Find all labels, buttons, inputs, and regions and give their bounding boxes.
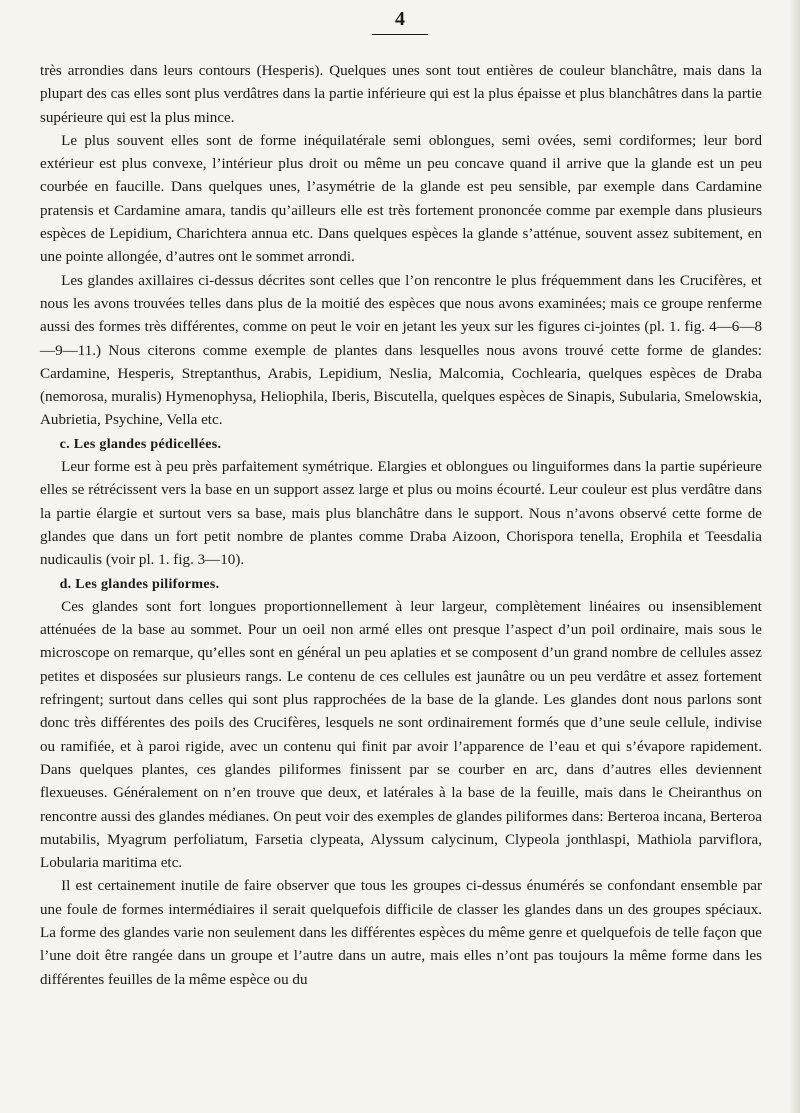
paragraph-6: Il est certainement inutile de faire observer que tous les groupes ci-dessus énumérés se confondant ensemble par une foule de formes intermédiaires il serait quelquefois difficile de classer les glandes dans un des groupes spéciaux. La forme des glandes varie non seulement dans les différentes espèces du même genre et quelquefois de telle façon que l’une doit être rangée dans un groupe et l’autre dans un autre, mais elles n’ont pas toujours la même forme dans les différentes feuilles de la même espèce ou du: [40, 878, 762, 988]
page-number-rule: [372, 34, 428, 35]
paragraph-4: Leur forme est à peu près parfaitement symétrique. Elargies et oblongues ou linguiformes dans la partie supérieure elles se rétrécissent vers la base en un support assez large et plus ou moins écourté. Leur couleur est plus verdâtre dans la partie élargie et surtout vers sa base, mais plus blanchâtre dans le support. Nous n’avons observé cette forme de glandes que dans un fort petit nombre de plantes comme Draba Aizoon, Chorispora tenella, Erophila et Teesdalia nudicaulis (voir pl. 1. fig. 3—10).: [40, 459, 762, 569]
paragraph-5: Ces glandes sont fort longues proportionnellement à leur largeur, complètement linéaires ou insensiblement atténuées de la base au sommet. Pour un oeil non armé elles ont presque l’aspect d’un poil ordinaire, mais sous le microscope on remarque, qu’elles sont en général un peu aplaties et se composent d’un grand nombre de cellules assez petites et disposées sur plusieurs rangs. Le contenu de ces cellules est jaunâtre ou un peu verdâtre et assez fortement refringent; surtout dans celles qui sont plus rapprochées de la base de la glande. Les glandes dont nous parlons sont donc très différentes des poils des Crucifères, lesquels ne sont ordinairement formés que d’une seule cellule, indivise ou ramifiée, et à paroi rigide, avec un contenu qui finit par avoir l’apparence de l’eau et qui s’évapore rapidement. Dans quelques plantes, ces glandes piliformes finissent par se courber en arc, dans d’autres elles deviennent flexueuses. Généralement on n’en trouve que deux, et latérales à la base de la feuille, mais dans le Cheiranthus on rencontre aussi des glandes médianes. On peut voir des exemples de glandes piliformes dans: Berteroa incana, Berteroa mutabilis, Myagrum perfoliatum, Farsetia clypeata, Alyssum calycinum, Clypeola jonthlaspi, Mathiola parviflora, Lobularia maritima etc.: [40, 598, 762, 872]
paragraph-3: Les glandes axillaires ci-dessus décrites sont celles que l’on rencontre le plus fréquemment dans les Crucifères, et nous les avons trouvées telles dans plus de la moitié des espèces que nous avons examinées; mais ce groupe renferme aussi des formes très différentes, comme on peut le voir en jetant les yeux sur les figures ci-jointes (pl. 1. fig. 4—6—8—9—11.) Nous citerons comme exemple de plantes dans lesquelles nous avons trouvé cette forme de glandes: Cardamine, Hesperis, Streptanthus, Arabis, Lepidium, Neslia, Malcomia, Cochlearia, quelques espèces de Draba (nemorosa, muralis) Hymenophysa, Heliophila, Iberis, Biscutella, quelques espèces de Sinapis, Subularia, Smelowskia, Aubrietia, Psychine, Vella etc.: [40, 272, 762, 429]
section-heading-c: c. Les glandes pédicellées.: [59, 436, 222, 452]
paragraph-2: Le plus souvent elles sont de forme inéquilatérale semi oblongues, semi ovées, semi cordiformes; leur bord extérieur est plus convexe, l’intérieur plus droit ou même un peu concave quand il arrive que la glande est un peu courbée en faucille. Dans quelques unes, l’asymétrie de la glande est peu sensible, par exemple dans Cardamine pratensis et Cardamine amara, tandis qu’ailleurs elle est très fortement prononcée comme par exemple dans plusieurs espèces de Lepidium, Charichtera annua etc. Dans quelques espèces la glande s’atténue, souvent assez subitement, en une pointe allongée, d’autres ont le sommet arrondi.: [40, 132, 762, 266]
paragraph-1: très arrondies dans leurs contours (Hesperis). Quelques unes sont tout entières de couleur blanchâtre, mais dans la plupart des cas elles sont plus verdâtres dans la partie inférieure qui est la plus épaisse et plus blanchâtres dans la partie supérieure qui est la plus mince.: [40, 63, 762, 126]
section-heading-d: d. Les glandes piliformes.: [59, 576, 220, 592]
page-number: 4: [395, 8, 405, 30]
body-text: [40, 60, 762, 992]
page-edge-shadow: [788, 0, 800, 1113]
